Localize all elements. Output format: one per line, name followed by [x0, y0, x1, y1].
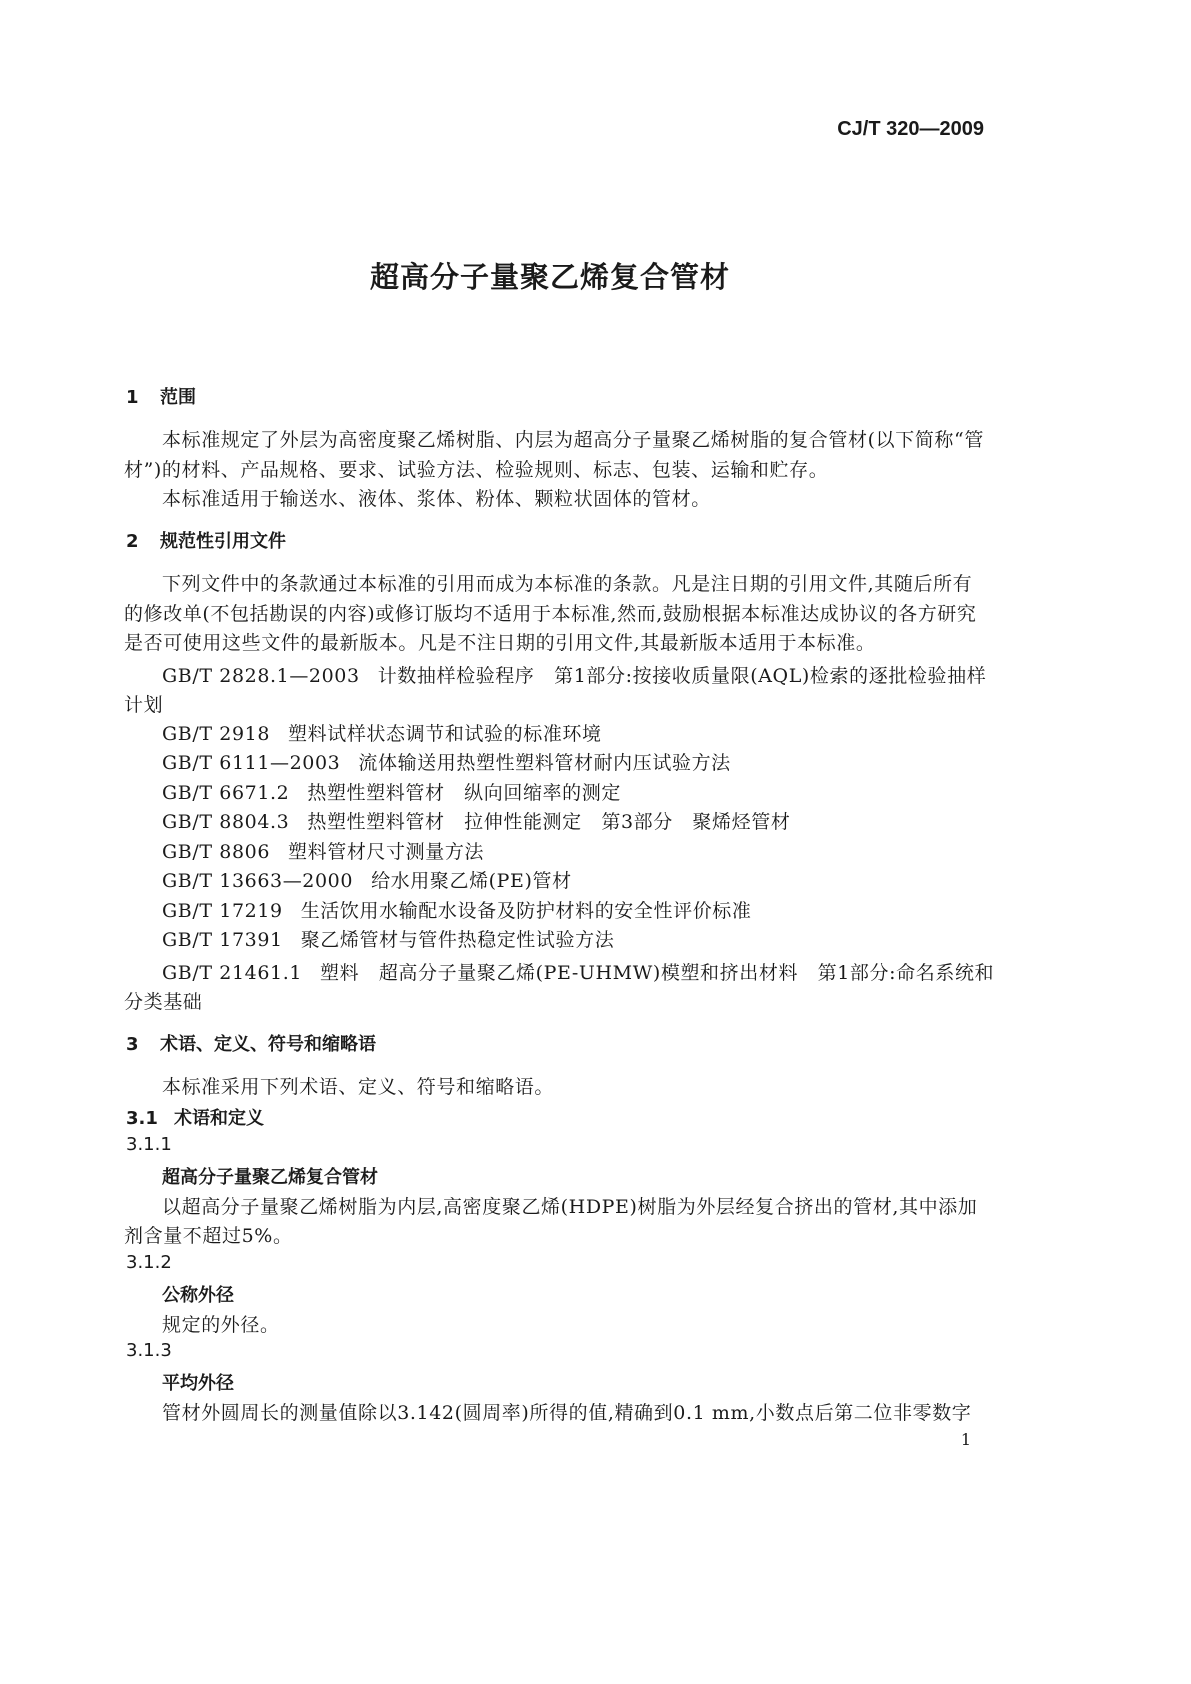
reference-title: 塑料 超高分子量聚乙烯(PE-UHMW)模塑和挤出材料 第1部分:命名系统和: [320, 962, 995, 984]
section-3-number: 3: [126, 1034, 139, 1055]
reference-item: [162, 958, 994, 985]
section-2-intro-line-2: 的修改单(不包括勘误的内容)或修订版均不适用于本标准,然而,鼓励根据本标准达成协议的各方研究: [124, 603, 977, 625]
reference-title: 聚乙烯管材与管件热稳定性试验方法: [300, 929, 615, 951]
section-1-number: 1: [126, 387, 139, 408]
section-1-para-1-line-2: 材”)的材料、产品规格、要求、试验方法、检验规则、标志、包装、运输和贮存。: [124, 459, 829, 481]
reference-code: GB/T 8806: [162, 841, 271, 863]
reference-code: GB/T 17391: [162, 929, 283, 951]
reference-code: GB/T 2918: [162, 723, 271, 745]
reference-item: [162, 661, 986, 688]
reference-code: GB/T 13663—2000: [162, 870, 354, 892]
term-number: 3.1.3: [126, 1340, 172, 1361]
reference-item: [162, 748, 731, 775]
reference-item: [162, 896, 752, 923]
reference-item: [162, 837, 484, 864]
reference-code: GB/T 6671.2: [162, 782, 290, 804]
reference-title: 塑料试样状态调节和试验的标准环境: [288, 723, 602, 745]
reference-title: 热塑性塑料管材 纵向回缩率的测定: [307, 782, 621, 804]
reference-code: GB/T 17219: [162, 900, 283, 922]
section-1-para-2: 本标准适用于输送水、液体、浆体、粉体、颗粒状固体的管材。: [162, 488, 711, 510]
reference-code: GB/T 21461.1: [162, 962, 303, 984]
term-definition-line-1: 以超高分子量聚乙烯树脂为内层,高密度聚乙烯(HDPE)树脂为外层经复合挤出的管材,其中添加: [162, 1196, 978, 1218]
subsection-3-1-number: 3.1: [126, 1108, 158, 1129]
reference-item: [162, 719, 602, 746]
reference-code: GB/T 6111—2003: [162, 752, 341, 774]
subsection-3-1-title: 术语和定义: [174, 1108, 264, 1129]
reference-item: [162, 807, 790, 834]
document-number: CJ/T 320—2009: [837, 118, 984, 140]
term-name: 平均外径: [162, 1373, 234, 1394]
reference-title: 给水用聚乙烯(PE)管材: [371, 870, 572, 892]
section-3-intro: 本标准采用下列术语、定义、符号和缩略语。: [162, 1076, 555, 1098]
term-definition-line-1: 管材外圆周长的测量值除以3.142(圆周率)所得的值,精确到0.1 mm,小数点后第二位非零数字: [162, 1402, 972, 1424]
reference-item: [162, 866, 572, 893]
term-definition-line-2: 剂含量不超过5%。: [124, 1225, 293, 1247]
section-1-para-1-line-1: 本标准规定了外层为高密度聚乙烯树脂、内层为超高分子量聚乙烯树脂的复合管材(以下简称“管: [162, 429, 984, 451]
reference-code: GB/T 2828.1—2003: [162, 665, 360, 687]
section-1-heading: [126, 383, 196, 409]
section-2-heading: [126, 527, 286, 553]
term-definition-line-1: 规定的外径。: [162, 1314, 280, 1336]
reference-continuation: 计划: [124, 694, 164, 716]
section-2-intro-line-1: 下列文件中的条款通过本标准的引用而成为本标准的条款。凡是注日期的引用文件,其随后所有: [162, 573, 973, 595]
page-number: 1: [960, 1430, 971, 1449]
reference-title: 计数抽样检验程序 第1部分:按接收质量限(AQL)检索的逐批检验抽样: [377, 665, 987, 687]
reference-continuation: 分类基础: [124, 991, 203, 1013]
document-title: 超高分子量聚乙烯复合管材: [369, 260, 730, 294]
section-2-number: 2: [126, 531, 139, 552]
term-number: 3.1.2: [126, 1252, 172, 1273]
reference-title: 热塑性塑料管材 拉伸性能测定 第3部分 聚烯烃管材: [307, 811, 791, 833]
term-number: 3.1.1: [126, 1134, 172, 1155]
section-3-heading: [126, 1030, 376, 1056]
section-2-intro-line-3: 是否可使用这些文件的最新版本。凡是不注日期的引用文件,其最新版本适用于本标准。: [124, 632, 876, 654]
subsection-3-1-heading: [126, 1104, 264, 1130]
reference-item: [162, 778, 621, 805]
reference-title: 生活饮用水输配水设备及防护材料的安全性评价标准: [300, 900, 752, 922]
term-name: 超高分子量聚乙烯复合管材: [162, 1167, 378, 1188]
section-3-title: 术语、定义、符号和缩略语: [160, 1034, 376, 1055]
term-name: 公称外径: [162, 1285, 234, 1306]
reference-item: [162, 925, 614, 952]
section-1-title: 范围: [160, 387, 196, 408]
reference-title: 塑料管材尺寸测量方法: [288, 841, 485, 863]
reference-code: GB/T 8804.3: [162, 811, 290, 833]
section-2-title: 规范性引用文件: [160, 531, 286, 552]
reference-title: 流体输送用热塑性塑料管材耐内压试验方法: [358, 752, 731, 774]
